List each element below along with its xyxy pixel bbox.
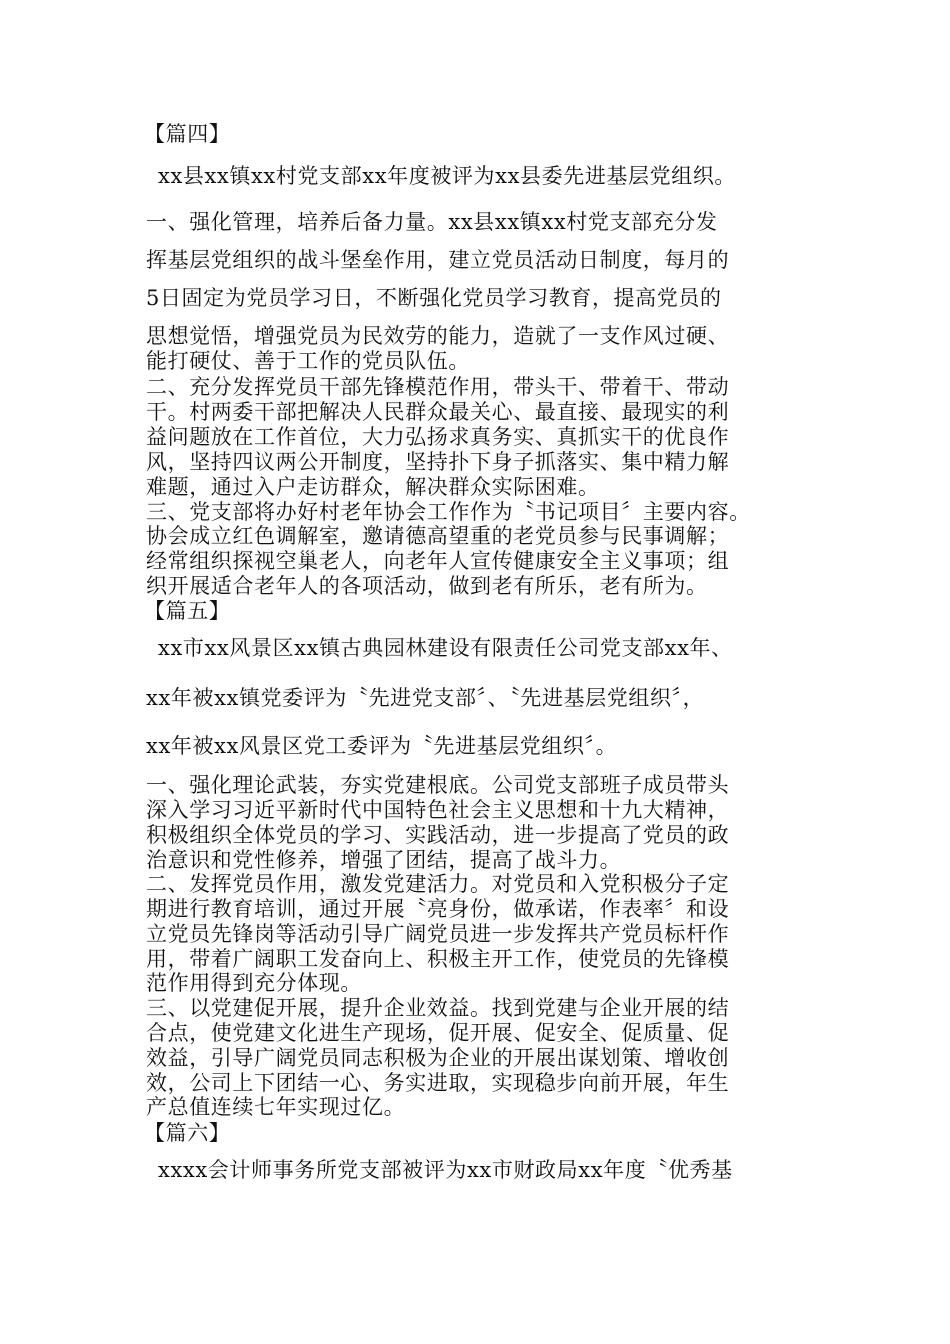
paragraph-line: 立党员先锋岗等活动引导广阔党员进一步发挥共产党员标杆作: [146, 922, 730, 946]
paragraph-line: 范作用得到充分体现。: [146, 971, 362, 995]
paragraph-line: 思想觉悟，增强党员为民效劳的能力，造就了一支作风过硬、: [146, 324, 730, 348]
paragraph-line: 干。村两委干部把解决人民群众最关心、最直接、最现实的利: [146, 400, 730, 424]
paragraph-line: 能打硬仗、善于工作的党员队伍。: [146, 349, 470, 373]
section-intro-line: xx年被xx镇党委评为〝先进党支部〞、〝先进基层党组织〞，: [146, 686, 705, 710]
paragraph-line: 5日固定为党员学习日，不断强化党员学习教育，提高党员的: [146, 286, 722, 310]
paragraph-line: 挥基层党组织的战斗堡垒作用，建立党员活动日制度，每月的: [146, 248, 730, 272]
section-heading: 【篇六】: [144, 1121, 231, 1145]
paragraph-line: 一、强化理论武装，夯实党建根底。公司党支部班子成员带头: [146, 773, 730, 797]
section-heading: 【篇五】: [144, 599, 231, 623]
paragraph-line: 二、充分发挥党员干部先锋模范作用，带头干、带着干、带动: [146, 375, 730, 399]
paragraph-line: 效益，引导广阔党员同志积极为企业的开展出谋划策、增收创: [146, 1046, 730, 1070]
paragraph-line: 二、发挥党员作用，激发党建活力。对党员和入党积极分子定: [146, 872, 730, 896]
paragraph-line: 织开展适合老年人的各项活动，做到老有所乐，老有所为。: [146, 574, 708, 598]
paragraph-line: 效，公司上下团结一心、务实进取，实现稳步向前开展，年生: [146, 1071, 730, 1095]
paragraph-line: 风，坚持四议两公开制度，坚持扑下身子抓落实、集中精力解: [146, 450, 730, 474]
section-intro-line: xxxx会计师事务所党支部被评为xx市财政局xx年度〝优秀基: [158, 1158, 733, 1182]
paragraph-line: 深入学习习近平新时代中国特色社会主义思想和十九大精神，: [146, 798, 730, 822]
paragraph-line: 积极组织全体党员的学习、实践活动，进一步提高了党员的政: [146, 823, 730, 847]
section-intro-line: xx县xx镇xx村党支部xx年度被评为xx县委先进基层党组织。: [158, 164, 737, 188]
paragraph-line: 益问题放在工作首位，大力弘扬求真务实、真抓实干的优良作: [146, 425, 730, 449]
section-intro-line: xx年被xx风景区党工委评为〝先进基层党组织〞。: [146, 734, 618, 758]
paragraph-line: 三、以党建促开展，提升企业效益。找到党建与企业开展的结: [146, 996, 730, 1020]
section-intro-line: xx市xx风景区xx镇古典园林建设有限责任公司党支部xx年、: [158, 636, 733, 660]
paragraph-line: 协会成立红色调解室，邀请德高望重的老党员参与民事调解；: [146, 524, 730, 548]
paragraph-line: 治意识和党性修养，增强了团结，提高了战斗力。: [146, 848, 622, 872]
paragraph-line: 经常组织探视空巢老人，向老年人宣传健康安全主义事项；组: [146, 549, 730, 573]
paragraph-line: 产总值连续七年实现过亿。: [146, 1095, 406, 1119]
paragraph-line: 一、强化管理，培养后备力量。xx县xx镇xx村党支部充分发: [146, 210, 718, 234]
section-heading: 【篇四】: [144, 122, 231, 146]
paragraph-line: 三、党支部将办好村老年协会工作作为〝书记项目〞主要内容。: [146, 500, 751, 524]
paragraph-line: 合点，使党建文化进生产现场，促开展、促安全、促质量、促: [146, 1021, 730, 1045]
paragraph-line: 期进行教育培训，通过开展〝亮身份，做承诺，作表率〞和设: [146, 897, 730, 921]
paragraph-line: 难题，通过入户走访群众，解决群众实际困难。: [146, 475, 600, 499]
paragraph-line: 用，带着广阔职工发奋向上、积极主开工作，使党员的先锋模: [146, 947, 730, 971]
